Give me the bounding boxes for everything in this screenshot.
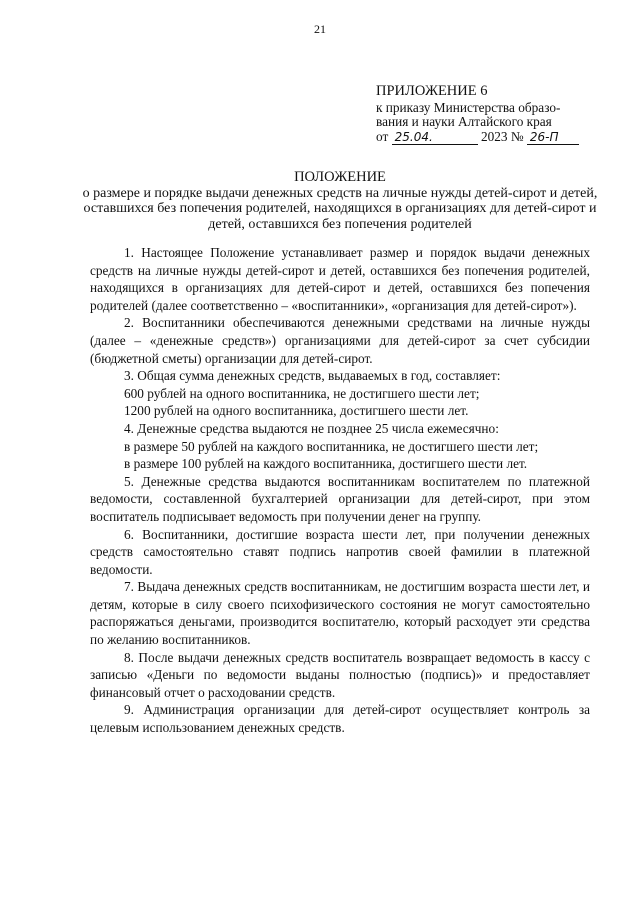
paragraph: 5. Денежные средства выдаются воспитанникам воспитателем по платежной ведомости, составленной бухгалтерией организации для детей-сирот, при этом воспитатель подписывает ведомость при получении денег на группу. [90, 473, 590, 524]
paragraph: 1. Настоящее Положение устанавливает размер и порядок выдачи денежных средств на личные нужды детей-сирот и детей, оставшихся без попечения родителей, находящихся в организациях для детей-сирот и детей, оставшихся без попечения родителей (далее соответственно – «воспитанники», «организация для детей-сирот»). [90, 245, 590, 313]
appendix-block [376, 84, 616, 145]
appendix-line: к приказу Министерства образо- [376, 99, 561, 115]
paragraph: 4. Денежные средства выдаются не позднее 25 числа ежемесячно: [124, 420, 499, 436]
document-title: ПОЛОЖЕНИЕ [294, 169, 386, 185]
document-body [90, 244, 590, 737]
document-heading [70, 170, 610, 232]
paragraph: 1200 рублей на одного воспитанника, достигшего шести лет. [124, 403, 469, 419]
paragraph: в размере 50 рублей на каждого воспитанника, не достигшего шести лет; [124, 438, 539, 454]
appendix-title: ПРИЛОЖЕНИЕ 6 [376, 83, 488, 99]
paragraph: 6. Воспитанники, достигшие возраста шести лет, при получении денежных средств самостоятельно ставят подпись напротив своей фамилии в платежной ведомости. [90, 526, 590, 577]
year-label: 2023 № [480, 128, 524, 144]
handwritten-date: 25.04. [392, 131, 478, 145]
document-subtitle: о размере и порядке выдачи денежных средств на личные нужды детей-сирот и детей, оставшихся без попечения родителей, находящихся в организациях для детей-сирот и детей, оставшихся без попечения родителей [82, 185, 598, 232]
paragraph: 7. Выдача денежных средств воспитанникам, не достигшим возраста шести лет, и детям, которые в силу своего психофизического состояния не могут самостоятельно распоряжаться деньгами, производится воспитателю, который расходует эти средства по желанию воспитанников. [90, 579, 590, 648]
page-number: 21 [314, 22, 326, 36]
paragraph: 600 рублей на одного воспитанника, не достигшего шести лет; [124, 385, 480, 401]
appendix-line: вания и науки Алтайского края [376, 114, 552, 129]
paragraph: 2. Воспитанники обеспечиваются денежными средствами на личные нужды (далее – «денежные средств») организациями для детей-сирот за счет субсидии (бюджетной сметы) организации для детей-сирот. [90, 315, 590, 366]
paragraph: 3. Общая сумма денежных средств, выдаваемых в год, составляет: [124, 368, 501, 384]
paragraph: 9. Администрация организации для детей-сирот осуществляет контроль за целевым использованием денежных средств. [90, 702, 590, 736]
paragraph: 8. После выдачи денежных средств воспитатель возвращает ведомость в кассу с записью «Деньги по ведомости выданы полностью (подпись)» и предоставляет финансовый отчет о расходовании средств. [90, 649, 590, 700]
appendix-date-line [376, 130, 616, 145]
handwritten-number: 26-П [527, 131, 579, 145]
from-label: от [376, 128, 389, 144]
paragraph: в размере 100 рублей на каждого воспитанника, достигшего шести лет. [124, 456, 528, 472]
